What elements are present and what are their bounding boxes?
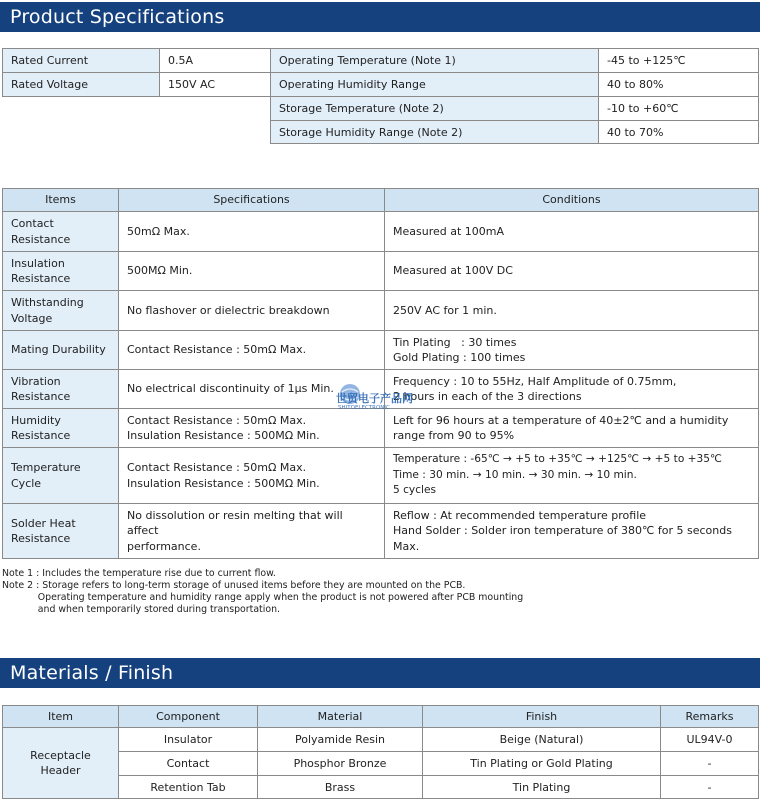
spec-vibration-resistance: No electrical discontinuity of 1μs Min.: [119, 370, 385, 409]
item-withstanding-voltage: Withstanding Voltage: [3, 291, 119, 331]
cond-contact-resistance: Measured at 100mA: [385, 212, 759, 252]
cond-mating-durability: Tin Plating : 30 times Gold Plating : 100 times: [385, 331, 759, 370]
remarks-cell: -: [661, 752, 759, 776]
component-cell: Retention Tab: [119, 776, 258, 799]
rated-current-value: 0.5A: [160, 49, 271, 73]
rated-voltage-label: Rated Voltage: [3, 73, 160, 97]
item-mating-durability: Mating Durability: [3, 331, 119, 370]
cond-solder-heat-resistance: Reflow : At recommended temperature profile Hand Solder : Solder iron temperature of 380℃ for 5 seconds Max.: [385, 504, 759, 559]
material-cell: Polyamide Resin: [258, 728, 423, 752]
watermark-subtext: SHITOELECTRONIC: [338, 405, 390, 411]
cond-withstanding-voltage: 250V AC for 1 min.: [385, 291, 759, 331]
material-cell: Phosphor Bronze: [258, 752, 423, 776]
item-receptacle-header: Receptacle Header: [3, 728, 119, 799]
table-row: [3, 728, 759, 752]
watermark-logo: [336, 382, 426, 418]
item-solder-heat-resistance: Solder Heat Resistance: [3, 504, 119, 559]
table-row: [3, 448, 759, 504]
storage-temp-value: -10 to +60℃: [599, 97, 759, 121]
rated-table: [2, 48, 271, 97]
component-cell: Insulator: [119, 728, 258, 752]
spec-mating-durability: Contact Resistance : 50mΩ Max.: [119, 331, 385, 370]
item-humidity-resistance: Humidity Resistance: [3, 409, 119, 448]
spec-temperature-cycle: Contact Resistance : 50mΩ Max. Insulation Resistance : 500MΩ Min.: [119, 448, 385, 504]
environment-table: [270, 48, 759, 144]
col-header-specifications: Specifications: [119, 189, 385, 212]
rated-voltage-value: 150V AC: [160, 73, 271, 97]
col-header-component: Component: [119, 706, 258, 728]
remarks-cell: UL94V-0: [661, 728, 759, 752]
materials-table: [2, 705, 759, 799]
finish-cell: Beige (Natural): [423, 728, 661, 752]
storage-temp-label: Storage Temperature (Note 2): [271, 97, 599, 121]
rated-current-label: Rated Current: [3, 49, 160, 73]
table-row: [3, 504, 759, 559]
col-header-finish: Finish: [423, 706, 661, 728]
storage-humidity-value: 40 to 70%: [599, 121, 759, 144]
cond-humidity-resistance: Left for 96 hours at a temperature of 40±2℃ and a humidity range from 90 to 95%: [385, 409, 759, 448]
spec-contact-resistance: 50mΩ Max.: [119, 212, 385, 252]
table-row: [3, 291, 759, 331]
col-header-remarks: Remarks: [661, 706, 759, 728]
storage-humidity-label: Storage Humidity Range (Note 2): [271, 121, 599, 144]
table-row: [3, 252, 759, 291]
cond-insulation-resistance: Measured at 100V DC: [385, 252, 759, 291]
cond-temperature-cycle: Temperature : -65℃ → +5 to +35℃ → +125℃ → +5 to +35℃ Time : 30 min. → 10 min. → 30 min. → 10 min. 5 cycles: [385, 448, 759, 504]
spec-humidity-resistance: Contact Resistance : 50mΩ Max. Insulation Resistance : 500MΩ Min.: [119, 409, 385, 448]
item-vibration-resistance: Vibration Resistance: [3, 370, 119, 409]
col-header-material: Material: [258, 706, 423, 728]
operating-temp-value: -45 to +125℃: [599, 49, 759, 73]
section-title-product-specs: Product Specifications: [0, 2, 760, 32]
footnotes: Note 1 : Includes the temperature rise due to current flow. Note 2 : Storage refers to long-term storage of unused items before they are mounted on the PCB. Operating temperature and humidity range apply when the product is not powered after PCB mounting and when temporarily stored during transportation.: [2, 568, 524, 615]
operating-temp-label: Operating Temperature (Note 1): [271, 49, 599, 73]
table-row: [3, 331, 759, 370]
material-cell: Brass: [258, 776, 423, 799]
watermark-text: 世贸电子产品网: [336, 392, 413, 405]
spec-solder-heat-resistance: No dissolution or resin melting that will affect performance.: [119, 504, 385, 559]
item-temperature-cycle: Temperature Cycle: [3, 448, 119, 504]
col-header-item: Item: [3, 706, 119, 728]
specifications-table: [2, 188, 759, 559]
spec-insulation-resistance: 500MΩ Min.: [119, 252, 385, 291]
section-title-materials: Materials / Finish: [0, 658, 760, 688]
item-insulation-resistance: Insulation Resistance: [3, 252, 119, 291]
col-header-conditions: Conditions: [385, 189, 759, 212]
col-header-items: Items: [3, 189, 119, 212]
remarks-cell: -: [661, 776, 759, 799]
spec-withstanding-voltage: No flashover or dielectric breakdown: [119, 291, 385, 331]
item-contact-resistance: Contact Resistance: [3, 212, 119, 252]
finish-cell: Tin Plating: [423, 776, 661, 799]
table-row: [3, 212, 759, 252]
cond-vibration-resistance: Frequency : 10 to 55Hz, Half Amplitude of 0.75mm, 2 hours in each of the 3 directions: [385, 370, 759, 409]
operating-humidity-label: Operating Humidity Range: [271, 73, 599, 97]
finish-cell: Tin Plating or Gold Plating: [423, 752, 661, 776]
operating-humidity-value: 40 to 80%: [599, 73, 759, 97]
component-cell: Contact: [119, 752, 258, 776]
